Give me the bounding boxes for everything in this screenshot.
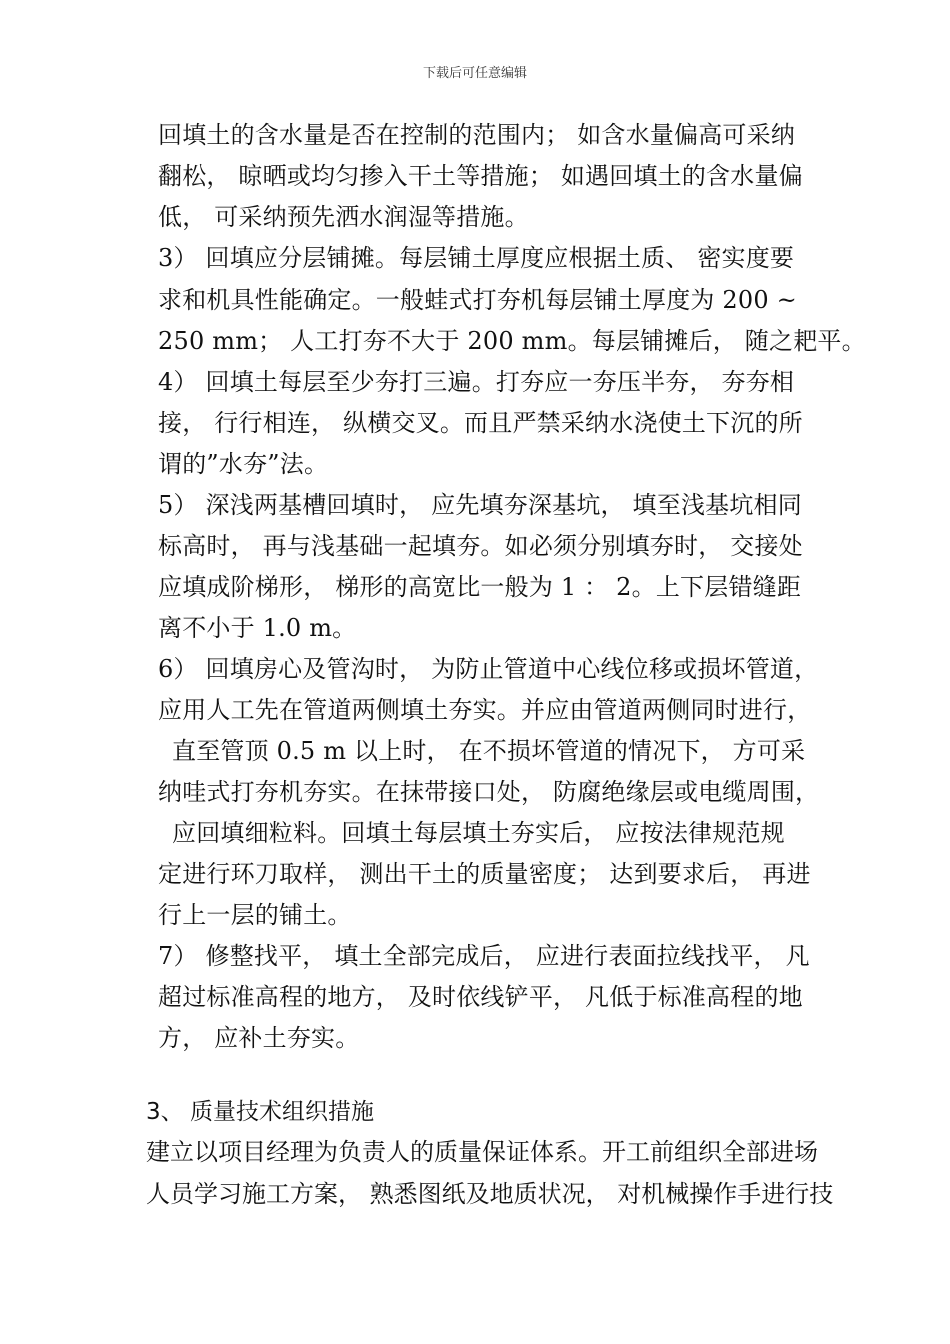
body-line: 行上一层的铺土。 [158,901,352,929]
body-line: 7） 修整找平， 填土全部完成后， 应进行表面拉线找平， 凡 [158,942,810,970]
body-line: 求和机具性能确定。一般蛙式打夯机每层铺土厚度为 200 ~ [158,286,797,314]
body-line: 谓的”水夯”法。 [158,450,329,478]
body-line: 应回填细粒料。回填土每层填土夯实后， 应按法律规范规 [172,819,785,847]
section-title: 质量技术组织措施 [190,1099,374,1125]
body-line: 纳哇式打夯机夯实。在抹带接口处， 防腐绝缘层或电缆周围， [158,778,820,806]
body-line: 方， 应补土夯实。 [158,1024,360,1052]
body-line: 直至管顶 0.5 m 以上时， 在不损坏管道的情况下， 方可采 [172,737,806,765]
body-line: 接， 行行相连， 纵横交叉。而且严禁采纳水浇使土下沉的所 [158,409,803,437]
body-line: 标高时， 再与浅基础一起填夯。如必须分别填夯时， 交接处 [158,532,803,560]
body-line: 应用人工先在管道两侧填土夯实。并应由管道两侧同时进行， [158,696,812,724]
body-line: 回填土的含水量是否在控制的范围内； 如含水量偏高可采纳 [158,121,796,149]
page-header: 下载后可任意编辑 [422,66,527,81]
body-line: 低， 可采纳预先洒水润湿等措施。 [158,203,529,231]
section-number: 3、 [146,1099,184,1125]
section-line: 建立以项目经理为负责人的质量保证体系。开工前组织全部进场 [146,1138,818,1166]
body-line: 翻松， 晾晒或均匀掺入干土等措施； 如遇回填土的含水量偏 [158,162,803,190]
section-line: 人员学习施工方案， 熟悉图纸及地质状况， 对机械操作手进行技 [146,1180,834,1208]
body-line: 离不小于 1.0 m。 [158,614,357,642]
body-line: 应填成阶梯形， 梯形的高宽比一般为 1 ： 2。上下层错缝距 [158,573,802,601]
body-line: 定进行环刀取样， 测出干土的质量密度； 达到要求后， 再进 [158,860,811,888]
body-line: 250 mm； 人工打夯不大于 200 mm。每层铺摊后， 随之耙平。 [158,327,866,355]
body-line: 4） 回填土每层至少夯打三遍。打夯应一夯压半夯， 夯夯相 [158,368,795,396]
section-heading [146,1092,374,1132]
body-line: 5） 深浅两基槽回填时， 应先填夯深基坑， 填至浅基坑相同 [158,491,802,519]
body-line: 超过标准高程的地方， 及时依线铲平， 凡低于标准高程的地 [158,983,803,1011]
body-line: 3） 回填应分层铺摊。每层铺土厚度应根据土质、 密实度要 [158,244,795,272]
body-line: 6） 回填房心及管沟时， 为防止管道中心线位移或损坏管道， [158,655,819,683]
